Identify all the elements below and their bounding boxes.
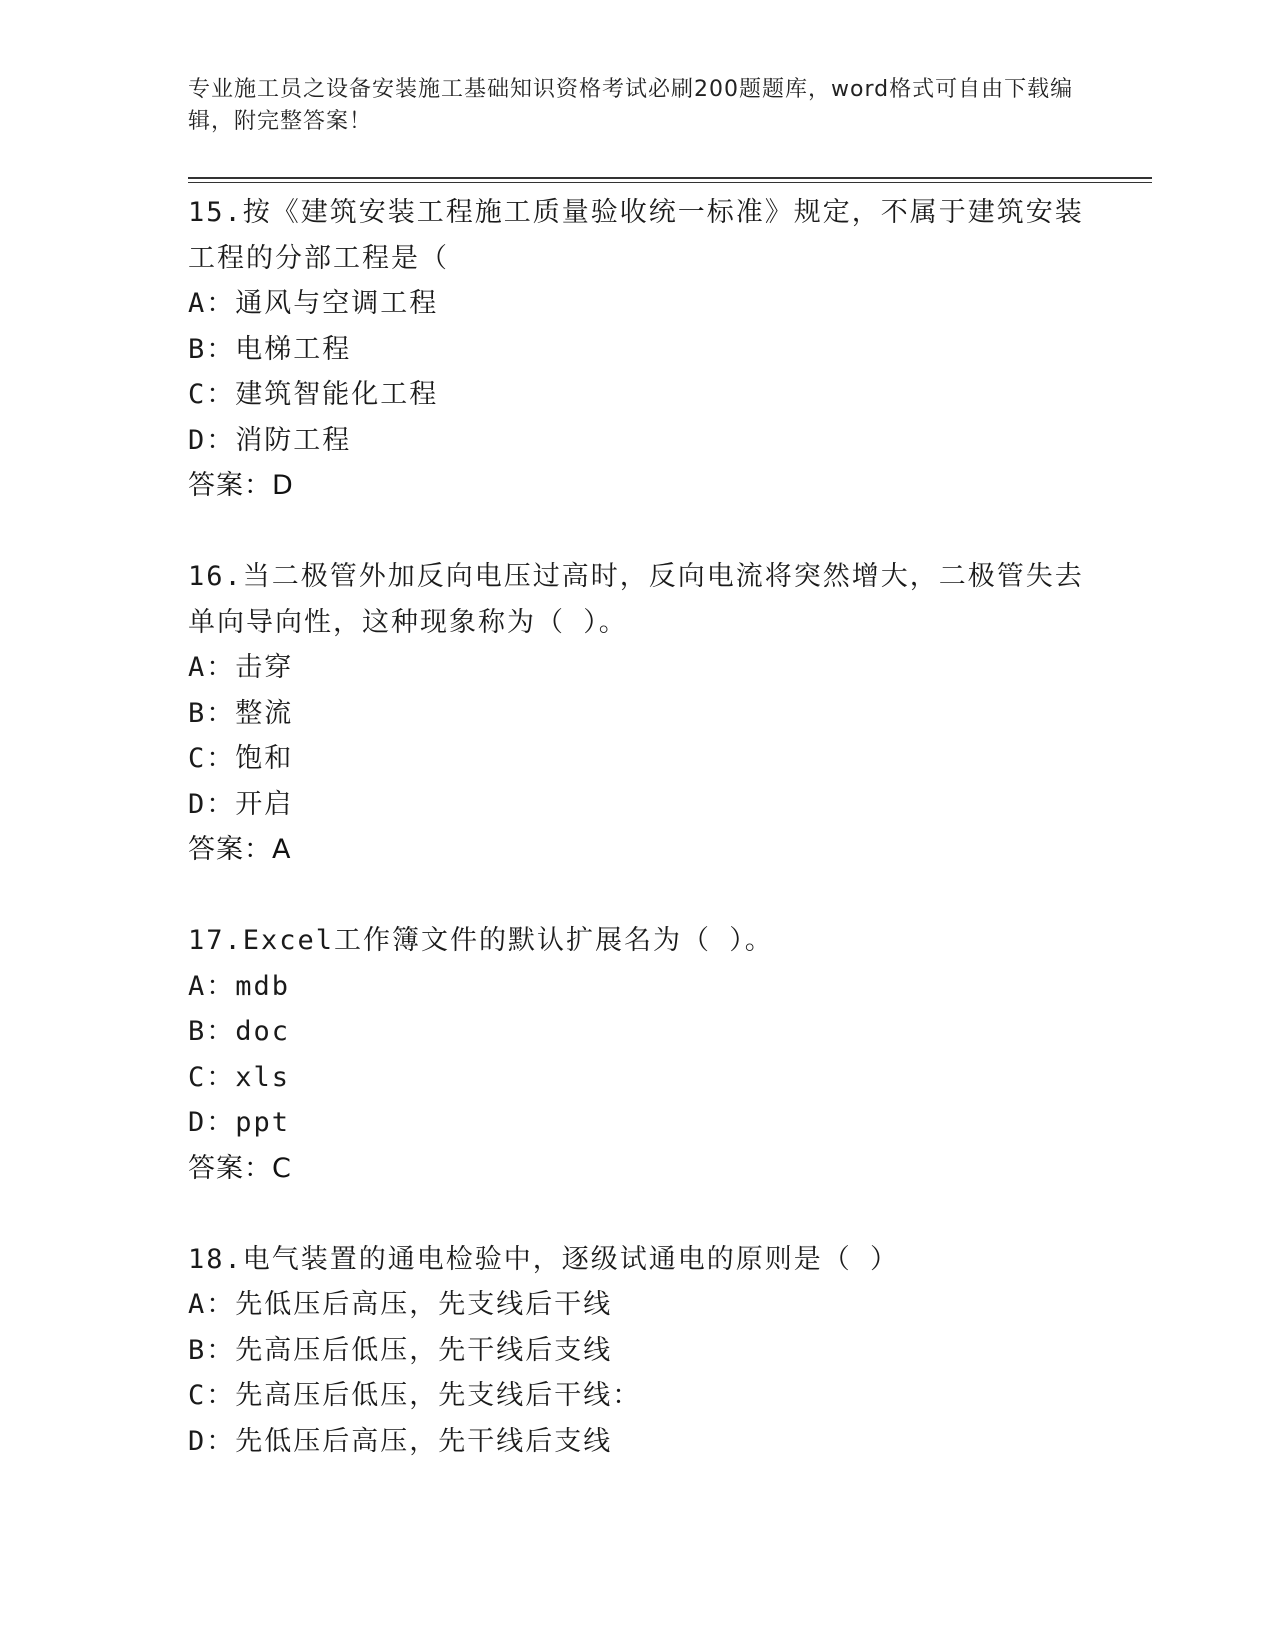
option-d: D：先低压后高压，先干线后支线 — [188, 1425, 613, 1457]
option-a: A：先低压后高压，先支线后干线 — [188, 1289, 613, 1320]
option-a: A：通风与空调工程 — [188, 288, 439, 319]
question-stem: 16.当二极管外加反向电压过高时，反向电流将突然增大，二极管失去单向导向性，这种现象称为（ ）。 — [188, 561, 1084, 638]
spacer — [188, 873, 1108, 919]
question-16 — [188, 554, 1108, 873]
option-a: A：mdb — [188, 970, 291, 1002]
document-header: 专业施工员之设备安装施工基础知识资格考试必刷200题题库，word格式可自由下载编辑，附完整答案！ — [188, 77, 1074, 134]
option-b: B：电梯工程 — [188, 333, 352, 365]
question-stem: 15.按《建筑安装工程施工质量验收统一标准》规定，不属于建筑安装工程的分部工程是（ — [188, 197, 1084, 274]
option-b: B：整流 — [188, 697, 294, 729]
option-c: C：xls — [188, 1061, 291, 1093]
option-d: D：开启 — [188, 788, 294, 820]
question-stem: 18.电气装置的通电检验中，逐级试通电的原则是（ ） — [188, 1243, 900, 1275]
answer: 答案：D — [188, 470, 294, 501]
option-c: C：建筑智能化工程 — [188, 379, 439, 410]
option-c: C：先高压后低压，先支线后干线： — [188, 1380, 642, 1411]
option-b: B：doc — [188, 1016, 291, 1047]
header-divider-thick — [188, 177, 1152, 179]
spacer — [188, 1191, 1108, 1237]
answer: 答案：C — [188, 1152, 292, 1184]
answer: 答案：A — [188, 834, 292, 865]
option-d: D：消防工程 — [188, 424, 352, 456]
question-15 — [188, 190, 1108, 509]
option-c: C：饱和 — [188, 743, 294, 774]
option-d: D：ppt — [188, 1107, 291, 1138]
question-list — [188, 190, 1108, 1464]
question-stem: 17.Excel工作簿文件的默认扩展名为（ ）。 — [188, 925, 774, 956]
spacer — [188, 509, 1108, 555]
header-divider-thin — [188, 182, 1152, 183]
option-b: B：先高压后低压，先干线后支线 — [188, 1334, 613, 1366]
question-18 — [188, 1237, 1108, 1465]
option-a: A：击穿 — [188, 652, 294, 683]
question-17 — [188, 918, 1108, 1191]
